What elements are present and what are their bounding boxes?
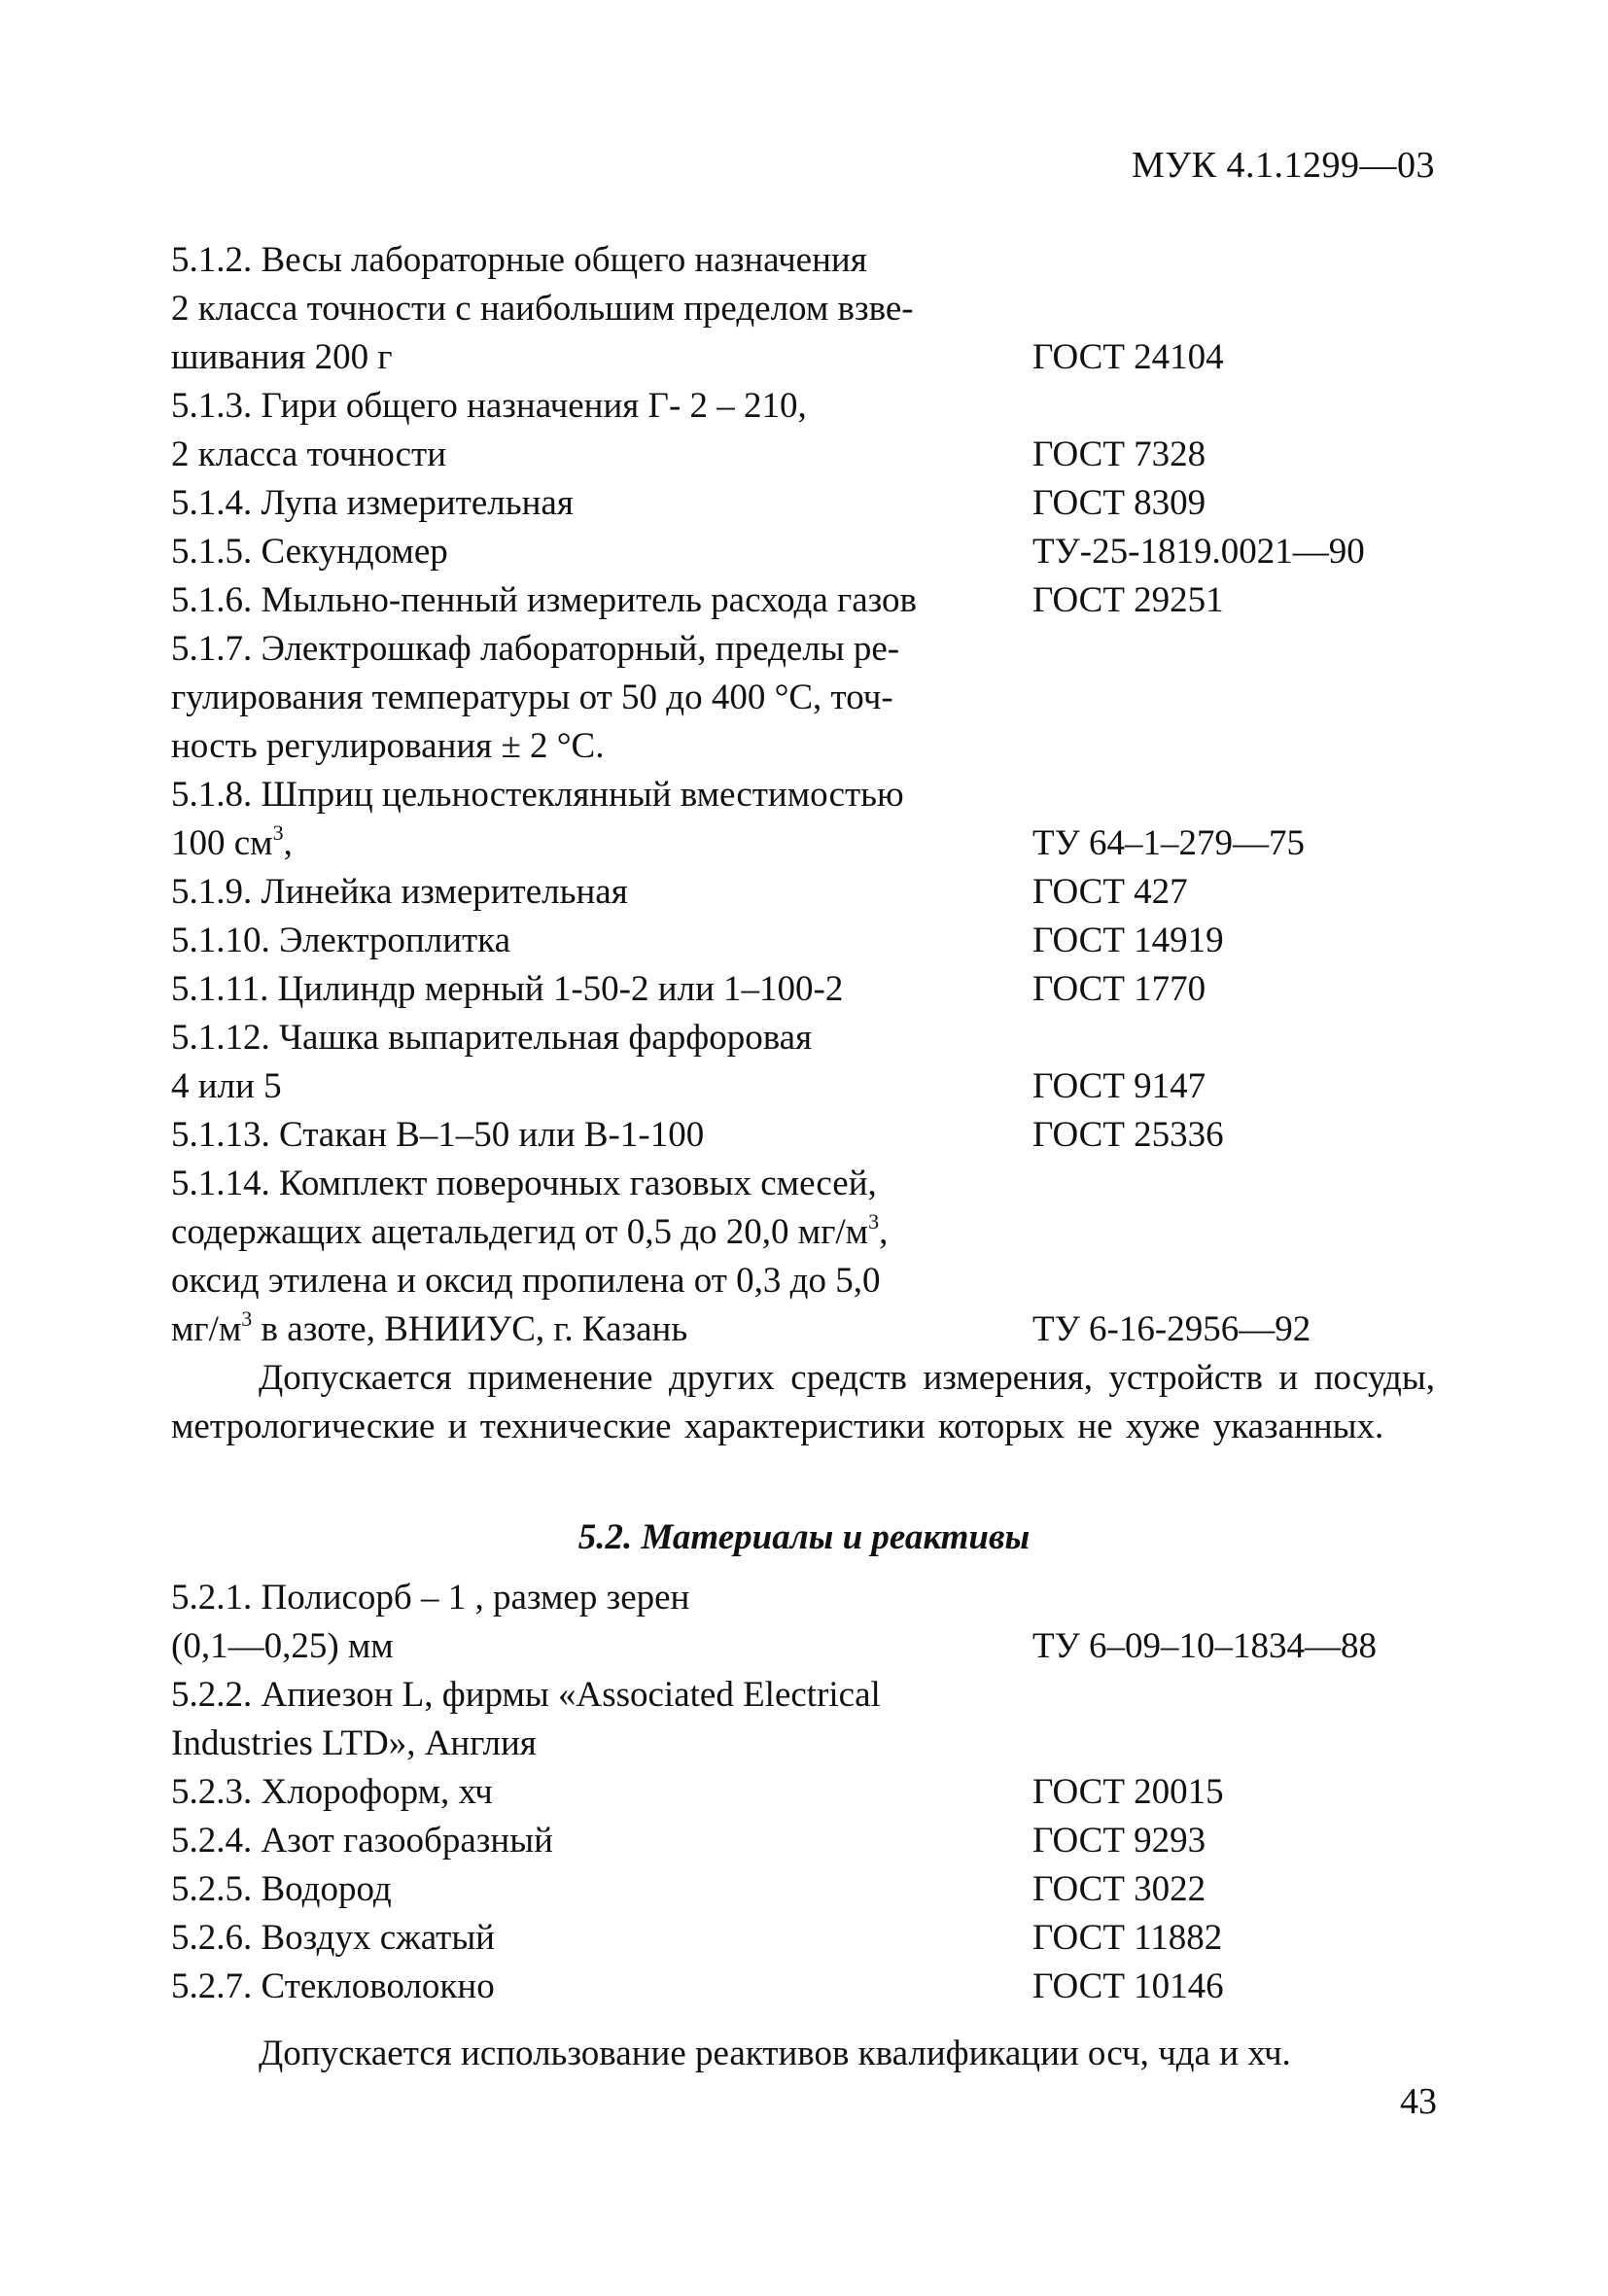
item-text-tail: , [283, 823, 293, 863]
item-reference: ГОСТ 14919 [1032, 921, 1224, 960]
item-reference: ГОСТ 25336 [1032, 1115, 1224, 1155]
item-text: 2 класса точности с наибольшим пределом взве- [171, 289, 914, 329]
list-item [171, 1671, 1435, 1720]
list-item [171, 1720, 1435, 1768]
item-reference: ГОСТ 11882 [1032, 1918, 1223, 1958]
list-item [171, 868, 1435, 917]
item-text: 5.1.3. Гири общего назначения Г- 2 – 210, [171, 386, 807, 426]
list-item [171, 333, 1435, 382]
item-text: 4 или 5 [171, 1066, 282, 1106]
list-item [171, 1257, 1435, 1305]
list-item [171, 431, 1435, 479]
list-item [171, 236, 1435, 285]
list-item [171, 1622, 1435, 1671]
item-reference: ГОСТ 29251 [1032, 580, 1224, 620]
item-text: шивания 200 г [171, 337, 393, 377]
superscript: 3 [868, 1209, 880, 1234]
list-item [171, 965, 1435, 1014]
equipment-list [171, 236, 1435, 1354]
item-reference: ГОСТ 9147 [1032, 1066, 1206, 1106]
item-text: содержащих ацетальдегид от 0,5 до 20,0 мг/м [171, 1212, 869, 1252]
item-text: 5.1.9. Линейка измерительная [171, 872, 628, 912]
item-reference: ГОСТ 7328 [1032, 435, 1206, 474]
document-code: МУК 4.1.1299—03 [1131, 145, 1435, 186]
item-reference: ГОСТ 8309 [1032, 483, 1206, 523]
list-item [171, 576, 1435, 625]
list-item [171, 479, 1435, 528]
item-text: 5.1.13. Стакан В–1–50 или В-1-100 [171, 1115, 705, 1155]
item-reference: ГОСТ 24104 [1032, 337, 1224, 377]
item-text-tail: в азоте, ВНИИУС, г. Казань [252, 1309, 688, 1349]
list-item [171, 285, 1435, 333]
list-item [171, 1768, 1435, 1817]
list-item [171, 1208, 1435, 1257]
list-item [171, 1160, 1435, 1208]
list-item [171, 771, 1435, 819]
list-item [171, 819, 1435, 868]
page-number: 43 [1400, 2081, 1437, 2122]
item-text: 5.1.14. Комплект поверочных газовых смесей, [171, 1164, 877, 1203]
list-item [171, 1817, 1435, 1865]
section-heading: 5.2. Материалы и реактивы [577, 1517, 1031, 1557]
item-text: оксид этилена и оксид пропилена от 0,3 до 5,0 [171, 1261, 881, 1301]
item-reference: ТУ-25-1819.0021—90 [1032, 532, 1365, 572]
list-item [171, 382, 1435, 431]
item-text: ность регулирования ± 2 °С. [171, 726, 605, 766]
superscript: 3 [241, 1306, 253, 1331]
item-reference: ГОСТ 1770 [1032, 969, 1206, 1009]
item-reference: ГОСТ 20015 [1032, 1772, 1224, 1812]
item-text: 5.2.4. Азот газообразный [171, 1821, 553, 1861]
list-item [171, 1062, 1435, 1111]
item-reference: ТУ 6–09–10–1834—88 [1032, 1626, 1378, 1666]
item-text: 5.2.6. Воздух сжатый [171, 1918, 495, 1958]
item-text: 5.1.12. Чашка выпарительная фарфоровая [171, 1018, 813, 1058]
superscript: 3 [272, 820, 284, 845]
list-item [171, 1111, 1435, 1160]
list-item [171, 625, 1435, 674]
item-text: 5.1.8. Шприц цельностеклянный вместимостью [171, 775, 904, 815]
equipment-note: Допускается применение других средств измерения, устройств и посуды, метрологические и технические характеристики которых не хуже указанных. [171, 1358, 1435, 1446]
item-text: 5.2.3. Хлороформ, хч [171, 1772, 493, 1812]
item-text: 5.1.10. Электроплитка [171, 921, 511, 960]
list-item [171, 722, 1435, 771]
list-item [171, 1865, 1435, 1914]
item-text: 5.1.5. Секундомер [171, 532, 448, 572]
item-text: 5.2.2. Апиезон L, фирмы «Associated Electrical [171, 1675, 881, 1715]
materials-list [171, 1574, 1435, 2011]
item-reference: ГОСТ 10146 [1032, 1966, 1224, 2006]
item-text: 5.1.7. Электрошкаф лабораторный, пределы ре- [171, 629, 900, 669]
item-text: 5.2.1. Полисорб – 1 , размер зерен [171, 1578, 690, 1618]
item-text: 5.1.4. Лупа измерительная [171, 483, 574, 523]
item-reference: ТУ 6-16-2956—92 [1032, 1309, 1311, 1349]
list-item [171, 674, 1435, 722]
item-reference: ГОСТ 9293 [1032, 1821, 1206, 1861]
item-text: 100 см [171, 823, 273, 863]
item-text: 5.1.11. Цилиндр мерный 1-50-2 или 1–100-2 [171, 969, 844, 1009]
item-reference: ГОСТ 427 [1032, 872, 1188, 912]
list-item [171, 1963, 1435, 2011]
item-text: (0,1—0,25) мм [171, 1626, 394, 1666]
item-reference: ТУ 64–1–279—75 [1032, 823, 1306, 863]
item-text: 2 класса точности [171, 435, 447, 474]
list-item [171, 1574, 1435, 1622]
list-item [171, 1914, 1435, 1963]
item-text: 5.1.2. Весы лабораторные общего назначения [171, 240, 867, 280]
list-item [171, 528, 1435, 576]
item-text: 5.2.7. Стекловолокно [171, 1966, 495, 2006]
list-item [171, 1305, 1435, 1354]
item-text: 5.2.5. Водород [171, 1869, 392, 1909]
item-reference: ГОСТ 3022 [1032, 1869, 1206, 1909]
item-text: мг/м [171, 1309, 242, 1349]
item-text-tail: , [879, 1212, 889, 1252]
item-text: Industries LTD», Англия [171, 1723, 537, 1763]
materials-note: Допускается использование реактивов квалификации осч, чда и хч. [259, 2034, 1291, 2073]
list-item [171, 1014, 1435, 1062]
item-text: 5.1.6. Мыльно-пенный измеритель расхода газов [171, 580, 918, 620]
list-item [171, 917, 1435, 965]
item-text: гулирования температуры от 50 до 400 °С, точ- [171, 678, 893, 717]
